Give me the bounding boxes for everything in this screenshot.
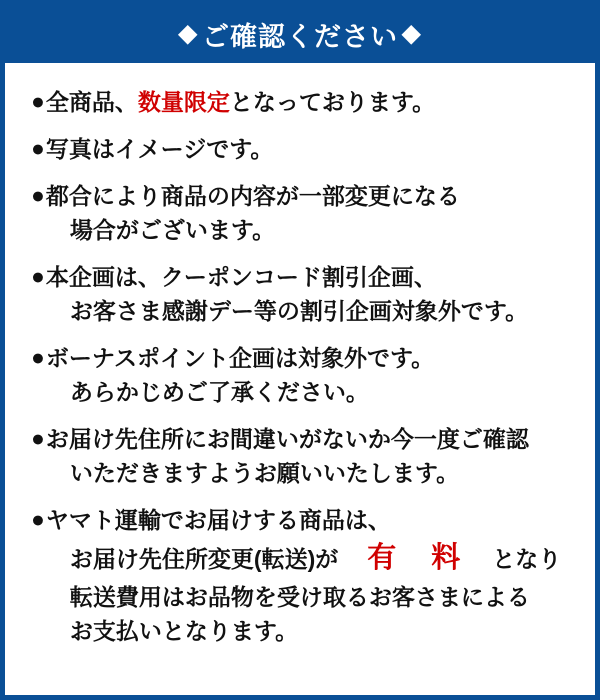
notice-list [5, 63, 595, 648]
notice-line [46, 456, 573, 490]
notice-item [31, 341, 573, 409]
notice-text: 写真はイメージです。 [45, 136, 274, 163]
notice-text: お届け先住所にお間違いがないか今一度ご確認 [45, 426, 529, 453]
notice-text: お客さま感謝デー等の割引企画対象外です。 [69, 298, 529, 325]
bullet-icon: ● [31, 425, 45, 452]
notice-text: 場合がございます。 [69, 217, 276, 244]
notice-item [31, 179, 573, 247]
notice-text: ヤマト運輸でお届けする商品は、 [45, 507, 391, 534]
notice-item [31, 260, 573, 328]
notice-text: 全商品、 [45, 89, 138, 115]
notice-item-lines [46, 132, 573, 166]
notice-line [46, 294, 573, 328]
bullet-icon: ● [31, 135, 45, 162]
notice-line [46, 213, 573, 247]
notice-text: お届け先住所変更(転送)が [69, 546, 362, 573]
notice-item-lines [46, 341, 573, 409]
notice-item [31, 85, 573, 119]
diamond-right-icon: ◆ [402, 20, 422, 47]
notice-line [46, 537, 573, 580]
notice-header [5, 5, 595, 63]
notice-line [46, 614, 573, 648]
bullet-icon: ● [31, 506, 45, 533]
notice-item-lines [46, 260, 573, 328]
notice-line [46, 580, 573, 614]
notice-text: あらかじめご了承ください。 [69, 379, 369, 406]
notice-line [46, 85, 573, 119]
notice-item-lines [46, 85, 573, 119]
bullet-icon: ● [31, 88, 45, 114]
notice-item-lines [46, 422, 573, 490]
notice-text: ボーナスポイント企画は対象外です。 [45, 345, 435, 372]
notice-line [46, 132, 573, 166]
notice-text: 本企画は、クーポンコード割引企画、 [45, 264, 437, 291]
notice-line [46, 375, 573, 409]
page-title: ご確認ください [202, 21, 398, 52]
notice-item [31, 422, 573, 490]
notice-line [46, 179, 573, 213]
notice-text: となっております。 [229, 89, 436, 115]
notice-line [46, 260, 573, 294]
emphasis-fee-text: 有 料 [367, 542, 464, 575]
notice-text: お支払いとなります。 [69, 618, 299, 645]
notice-text: 都合により商品の内容が一部変更になる [45, 183, 460, 210]
bullet-icon: ● [31, 263, 45, 290]
notice-text: 転送費用はお品物を受け取るお客さまによる [69, 584, 530, 611]
notice-line [46, 341, 573, 375]
bullet-icon: ● [31, 344, 45, 371]
notice-item-lines [46, 179, 573, 247]
notice-text: となり [469, 546, 562, 573]
diamond-left-icon: ◆ [178, 20, 198, 47]
notice-item [31, 132, 573, 166]
notice-text: いただきますようお願いいたします。 [69, 460, 460, 487]
bullet-icon: ● [31, 182, 45, 209]
notice-line [46, 422, 573, 456]
notice-item-lines [46, 503, 573, 648]
notice-item [31, 503, 573, 648]
notice-line [46, 503, 573, 537]
emphasis-red-text: 数量限定 [137, 89, 230, 115]
